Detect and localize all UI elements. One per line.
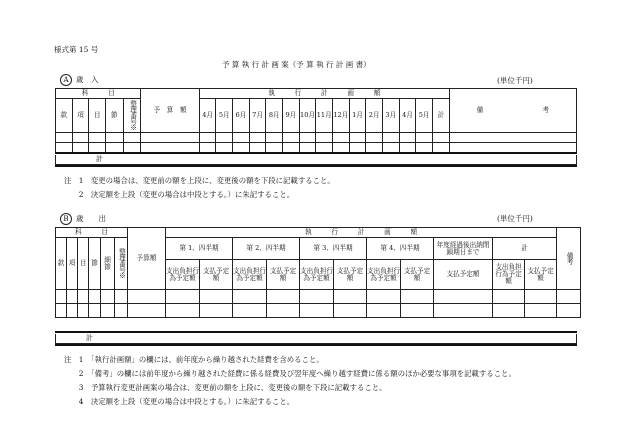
header-month: 4月 [199,99,216,133]
header-month-total: 計 [432,99,449,133]
header-kou: 項 [72,99,89,133]
section-a-mark: A [60,74,72,86]
header-month: 11月 [316,99,333,133]
note-a-1: 注 1 変更の場合は、変更前の額を上段に、変更後の額を下段に記載すること。 [64,176,335,185]
header-month: 3月 [382,99,399,133]
table-row [56,133,577,143]
header-kan: 款 [56,99,73,133]
header-kan: 款 [56,238,67,290]
header-shiharai: 支払予定額 [200,260,233,290]
header-month: 7月 [249,99,266,133]
header-plan: 執 行 計 画 額 [199,89,449,99]
note-a-2: 2 決定額を上段（変更の場合は中段とする。）に朱記すること。 [64,190,295,199]
header-shiharai: 支払予定額 [401,260,434,290]
header-setsu: 節 [105,99,123,133]
note-b-3: 3 予算執行変更計画案の場合は、変更前の額を上段に、変更後の額を下段に記載すること。 [64,383,387,392]
section-a-unit: (単位千円) [497,76,533,85]
header-month: 5月 [216,99,233,133]
header-futan: 支出負担行為予定額 [367,260,401,290]
header-month: 9月 [283,99,300,133]
header-kamoku: 科 目 [56,89,141,99]
header-month: 2月 [366,99,383,133]
header-biko: 備考 [557,228,581,290]
revenue-table [55,88,577,153]
header-after-year: 年度経過後出納閉鎖期日まで [434,238,493,260]
note-b-1: 注 1 「執行計画額」の欄には、前年度から繰り越された経費を含めること。 [64,355,324,364]
expenditure-table [55,227,581,318]
document-title: 予 算 執 行 計 画 案（予 算 執 行 計 画 書） [222,60,371,69]
header-quarter-2: 第 2、四半期 [233,238,300,260]
header-month: 5月 [416,99,433,133]
header-futan: 支出負担行為予定額 [233,260,267,290]
header-moku: 目 [89,99,106,133]
header-quarter-1: 第 1、四半期 [166,238,233,260]
header-month: 12月 [333,99,350,133]
header-plan: 執 行 計 画 額 [166,228,557,238]
header-shiharai: 支払予定額 [334,260,367,290]
header-month: 4月 [399,99,416,133]
form-number: 様式第 15 号 [54,45,99,54]
header-kei: 計 [493,238,557,260]
divider-rule [55,344,577,346]
section-a-heading [60,74,99,86]
header-futan: 支出負担行為予定額 [300,260,334,290]
section-b-heading [60,213,106,225]
note-b-4: 4 決定額を上段（変更の場合は中段とする。）に朱記すること。 [64,397,295,406]
expenditure-total-row [55,334,577,344]
header-shiharai: 支払予定額 [267,260,300,290]
header-setsu: 節 [89,238,101,290]
header-month: 1月 [349,99,366,133]
header-seiri: 整理番号※ [115,238,128,290]
header-saimoku: 細節 [101,238,115,290]
section-b-unit: (単位千円) [497,214,533,223]
header-month: 8月 [266,99,283,133]
header-seiri: 整理番号※ [123,99,141,133]
header-futan: 支出負担行為予定額 [166,260,200,290]
revenue-total-label: 計 [96,155,103,163]
header-shiharai-only: 支払予定額 [434,260,493,290]
section-b-title: 歳 出 [76,214,106,223]
divider-rule [55,331,577,333]
section-a-title: 歳 入 [76,75,99,84]
expenditure-total-label: 計 [86,334,93,342]
header-kamoku: 科 目 [56,228,128,238]
note-b-2: 2 「備考」の欄には前年度から繰り越された経費に係る経費及び翌年度へ繰り越す経費に係る額のほか必要な事項を記載すること。 [64,369,516,378]
header-moku: 目 [78,238,89,290]
header-kou: 項 [67,238,78,290]
section-b-mark: B [60,213,72,225]
header-budget: 予算額 [128,228,166,290]
header-biko: 備 考 [449,89,576,133]
divider-rule [55,165,577,167]
header-futan: 支出負担行為予定額 [493,260,525,290]
header-quarter-3: 第 3、四半期 [300,238,367,260]
header-month: 10月 [299,99,316,133]
header-quarter-4: 第 4、四半期 [367,238,434,260]
revenue-total-row [55,155,577,165]
table-row [56,304,581,318]
header-budget: 予 算 額 [141,89,199,133]
header-month: 6月 [233,99,250,133]
table-row [56,290,581,304]
header-shiharai: 支払予定額 [525,260,557,290]
divider-rule [55,152,577,154]
table-row [56,143,577,153]
